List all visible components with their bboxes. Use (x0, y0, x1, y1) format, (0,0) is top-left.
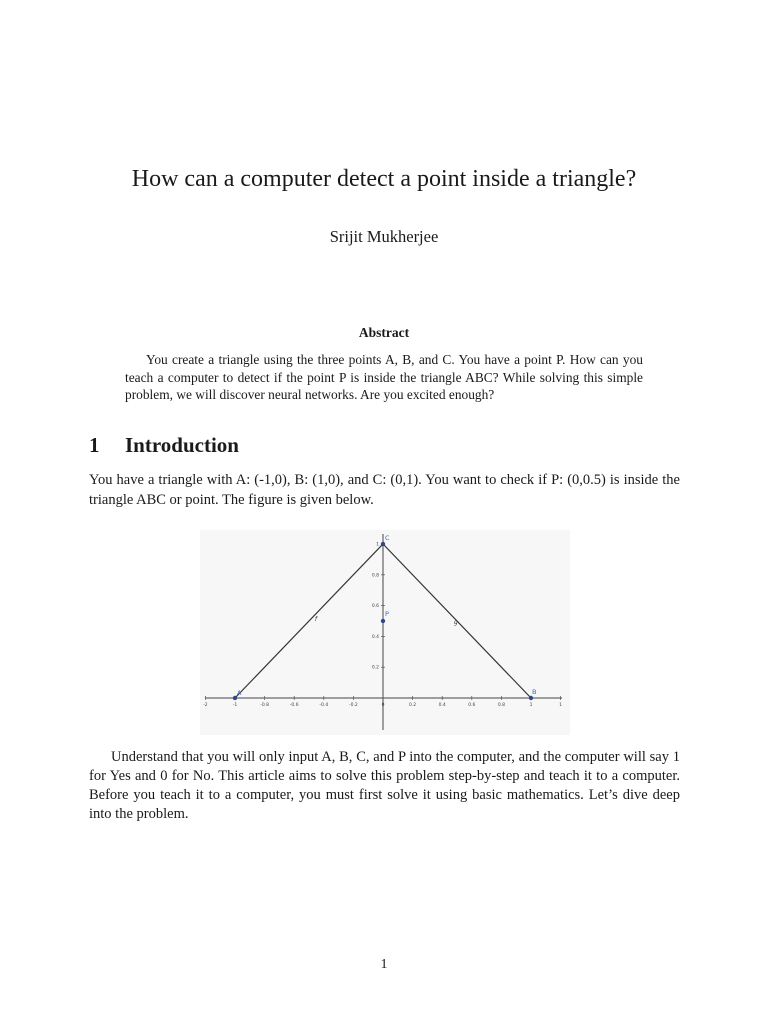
point-b (529, 696, 533, 700)
x-tick-label: -0.2 (349, 703, 358, 708)
y-tick-label: 1 (376, 542, 379, 548)
x-tick-label: 1 (559, 703, 563, 708)
x-tick-label: -0.4 (319, 703, 329, 708)
segment-label: g (454, 619, 458, 627)
x-tick-label: -2 (203, 703, 208, 708)
section-heading (89, 431, 239, 459)
triangle-plot (200, 530, 570, 735)
x-tick-label: -0.6 (289, 703, 299, 708)
author-name: Srijit Mukherjee (329, 227, 439, 246)
segment-label: f (314, 616, 318, 623)
triangle-figure (200, 530, 570, 735)
abstract-heading: Abstract (358, 325, 410, 340)
y-tick-label: 0.4 (371, 634, 379, 640)
section-number: 1 (89, 433, 100, 457)
segment-f (235, 544, 383, 698)
x-tick-label: 1 (529, 703, 533, 708)
point-label-p: P (385, 610, 389, 618)
intro-paragraph-2: Understand that you will only input A, B, C, and P into the computer, and the computer will say 1 for Yes and 0 for No. This article aims to solve this problem step-by-step and teach it to a computer. Before you teach it to a computer, you must first solve it using basic mathematics. Let’s dive deep into the problem. (89, 749, 680, 822)
point-label-b: B (532, 688, 537, 696)
point-p (381, 619, 385, 623)
paper-title: How can a computer detect a point inside a triangle? (131, 166, 637, 192)
abstract-text: You create a triangle using the three points A, B, and C. You have a point P. How can you teach a computer to detect if the point P is inside the triangle ABC? While solving this simple problem, we will discover neural networks. Are you excited enough? (125, 352, 643, 402)
x-tick-label: -0.8 (260, 703, 269, 708)
intro-paragraph-1: You have a triangle with A: (-1,0), B: (1,0), and C: (0,1). You want to check if P: (0,0.5) is inside the triangle ABC or point. The figure is given below. (89, 472, 680, 508)
point-c (381, 542, 385, 546)
y-tick-label: 0.2 (371, 665, 379, 671)
x-tick-label: 0 (381, 703, 385, 708)
x-tick-label: 0.6 (468, 703, 476, 708)
x-tick-label: 0.8 (497, 703, 505, 708)
x-tick-label: -1 (232, 703, 238, 708)
y-tick-label: 0.6 (371, 604, 379, 610)
point-label-a: A (237, 689, 242, 697)
point-label-c: C (385, 534, 390, 542)
page-number: 1 (380, 957, 388, 972)
y-tick-label: 0.8 (371, 573, 379, 579)
section-title: Introduction (125, 433, 239, 457)
x-tick-label: 0.4 (438, 703, 446, 708)
x-tick-label: 0.2 (409, 703, 417, 708)
